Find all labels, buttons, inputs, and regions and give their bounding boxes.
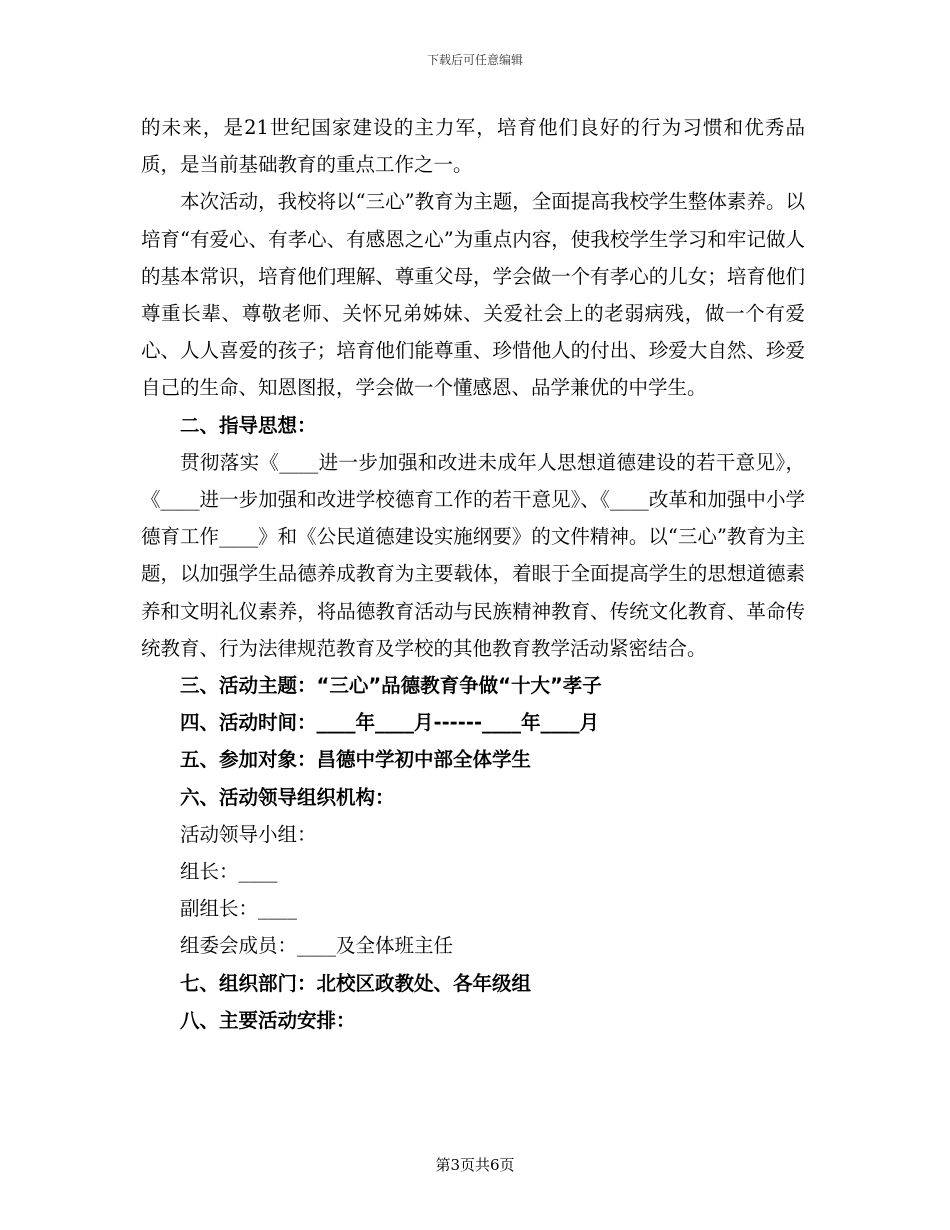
line-deputy-leader: 副组长：____	[180, 897, 298, 921]
heading-activity-time: 四、活动时间：____年____月------____年____月	[180, 711, 600, 735]
paragraph-guiding-ideology: 贯彻落实《____进一步加强和改进未成年人思想道德建设的若干意见》，《____进一步加强和改进学校德育工作的若干意见》、《____改革和加强中小学德育工作____》和《公民道德建设实施纲要》的文件精神。以“三心”教育为主题，以加强学生品德养成教育为主要载体，着眼于全面提高学生的思想道德素养和文明礼仪素养，将品德教育活动与民族精神教育、传统文化教育、革命传统教育、行为法律规范教育及学校的其他教育教学活动紧密结合。	[141, 450, 805, 660]
heading-guiding-ideology: 二、指导思想：	[180, 413, 317, 437]
paragraph-future: 的未来，是21世纪国家建设的主力军，培育他们良好的行为习惯和优秀品质，是当前基础教育的重点工作之一。	[141, 116, 805, 177]
heading-organizing-departments: 七、组织部门：北校区政教处、各年级组	[180, 971, 532, 995]
line-group-leader: 组长：____	[180, 860, 278, 884]
page-footer: 第3页共6页	[435, 1156, 515, 1174]
heading-activity-theme: 三、活动主题：“三心”品德教育争做“十大”孝子	[180, 674, 602, 698]
line-leadership-group: 活动领导小组：	[180, 822, 317, 846]
heading-participants: 五、参加对象：昌德中学初中部全体学生	[180, 748, 532, 772]
paragraph-activity-intro: 本次活动，我校将以“三心”教育为主题，全面提高我校学生整体素养。以培育“有爱心、有孝心、有感恩之心”为重点内容，使我校学生学习和牢记做人的基本常识，培育他们理解、尊重父母，学会做一个有孝心的儿女；培育他们尊重长辈、尊敬老师、关怀兄弟姊妹、关爱社会上的老弱病残，做一个有爱心、人人喜爱的孩子；培育他们能尊重、珍惜他人的付出、珍爱大自然、珍爱自己的生命、知恩图报，学会做一个懂感恩、品学兼优的中学生。	[141, 190, 805, 400]
document-body	[141, 109, 805, 1039]
page-header: 下载后可任意编辑	[426, 53, 523, 67]
line-committee-members: 组委会成员：____及全体班主任	[180, 934, 454, 958]
heading-main-activities: 八、主要活动安排：	[180, 1008, 356, 1032]
heading-leadership-organization: 六、活动领导组织机构：	[180, 785, 395, 809]
